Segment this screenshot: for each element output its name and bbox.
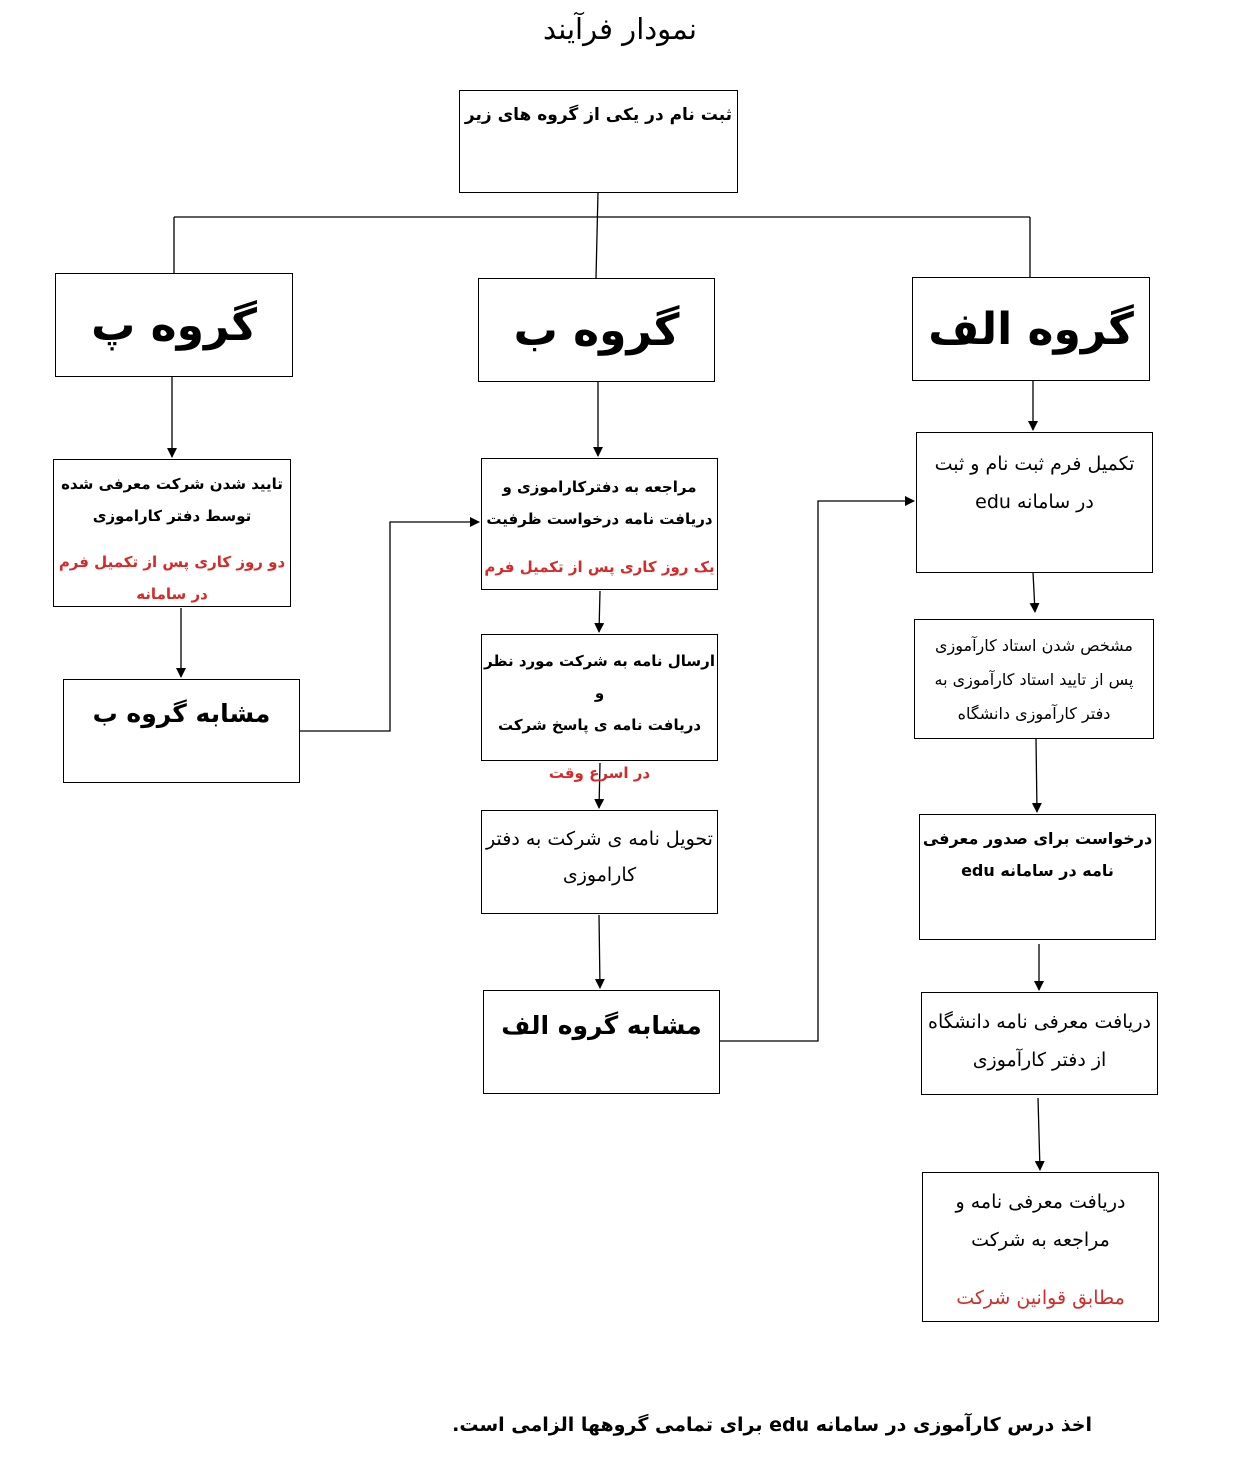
be-step-4-text: مشابه گروه الف <box>501 1011 702 1040</box>
be-step-1 <box>481 458 718 590</box>
pe-step-2-text: مشابه گروه ب <box>92 699 271 728</box>
group-pe-label: گروه پ <box>91 299 257 351</box>
group-pe-box <box>55 273 293 377</box>
be-step-1-note: یک روز کاری پس از تکمیل فرم <box>484 558 715 576</box>
pe-step-1-line-2: توسط دفتر کاراموزی <box>92 507 252 525</box>
be-step-3-line-1: تحویل نامه ی شرکت به دفتر <box>486 828 713 850</box>
alef-step-5-note: مطابق قوانین شرکت <box>956 1287 1125 1309</box>
be-step-2-note: در اسرع وقت <box>548 764 651 782</box>
group-be-box <box>478 278 715 382</box>
alef-step-1-line-1: تکمیل فرم ثبت نام و ثبت <box>934 453 1135 475</box>
top-box <box>459 90 738 193</box>
connector-top-to-be <box>596 192 598 278</box>
be-step-3-line-2: کاراموزی <box>562 864 637 886</box>
alef-step-2 <box>914 619 1154 739</box>
footer-note: اخذ درس کارآموزی در سامانه edu برای تمامی گروهها الزامی است. <box>452 1414 1092 1436</box>
alef-step-4 <box>921 992 1158 1095</box>
alef-step-3-line-2: نامه در سامانه edu <box>961 861 1114 880</box>
alef-step-4-line-2: از دفتر کارآموزی <box>972 1049 1107 1071</box>
alef-step-2-line-1: مشخص شدن استاد کارآموزی <box>934 636 1133 655</box>
arrow-alef-3 <box>1036 739 1037 812</box>
alef-step-5-line-1: دریافت معرفی نامه و <box>955 1191 1126 1213</box>
pe-step-1-line-1: تایید شدن شرکت معرفی شده <box>61 475 283 493</box>
diagram-title: نمودار فرآیند <box>543 12 697 46</box>
alef-step-1-line-2: در سامانه edu <box>975 491 1094 513</box>
group-be-label: گروه ب <box>513 304 680 356</box>
arrow-be-4 <box>599 915 600 988</box>
pe-step-1 <box>53 459 291 607</box>
group-alef-box <box>912 277 1150 381</box>
be-step-2 <box>481 634 718 782</box>
be-step-1-line-1: مراجعه به دفترکاراموزی و <box>502 478 697 496</box>
arrow-pe-to-be <box>300 522 479 731</box>
be-step-2-line-2: دریافت نامه ی پاسخ شرکت <box>497 716 702 734</box>
alef-step-5-line-2: مراجعه به شرکت <box>971 1229 1110 1251</box>
alef-step-3 <box>919 814 1156 940</box>
be-step-2-line-1: ارسال نامه به شرکت مورد نظر و <box>484 652 715 702</box>
alef-step-3-line-1: درخواست برای صدور معرفی <box>922 829 1153 848</box>
top-box-text: ثبت نام در یکی از گروه های زیر <box>464 105 733 125</box>
be-step-3 <box>481 810 718 914</box>
pe-step-1-note-line-2: در سامانه <box>136 585 208 603</box>
group-alef-label: گروه الف <box>928 303 1134 355</box>
be-step-4 <box>483 990 720 1094</box>
alef-step-5 <box>922 1172 1159 1322</box>
alef-step-1 <box>916 432 1153 573</box>
alef-step-2-line-2: پس از تایید استاد کارآموزی به <box>934 670 1134 689</box>
be-step-1-line-2: دریافت نامه درخواست ظرفیت <box>486 510 713 528</box>
pe-step-2 <box>63 679 300 783</box>
alef-step-4-line-1: دریافت معرفی نامه دانشگاه <box>928 1011 1151 1033</box>
arrow-alef-2 <box>1033 572 1035 612</box>
alef-step-2-line-3: دفتر کارآموزی دانشگاه <box>957 704 1111 723</box>
pe-step-1-note-line-1: دو روز کاری پس از تکمیل فرم <box>58 553 286 571</box>
arrow-alef-5 <box>1038 1098 1040 1170</box>
arrow-be-2 <box>599 591 600 632</box>
arrow-be-to-alef <box>719 501 914 1041</box>
